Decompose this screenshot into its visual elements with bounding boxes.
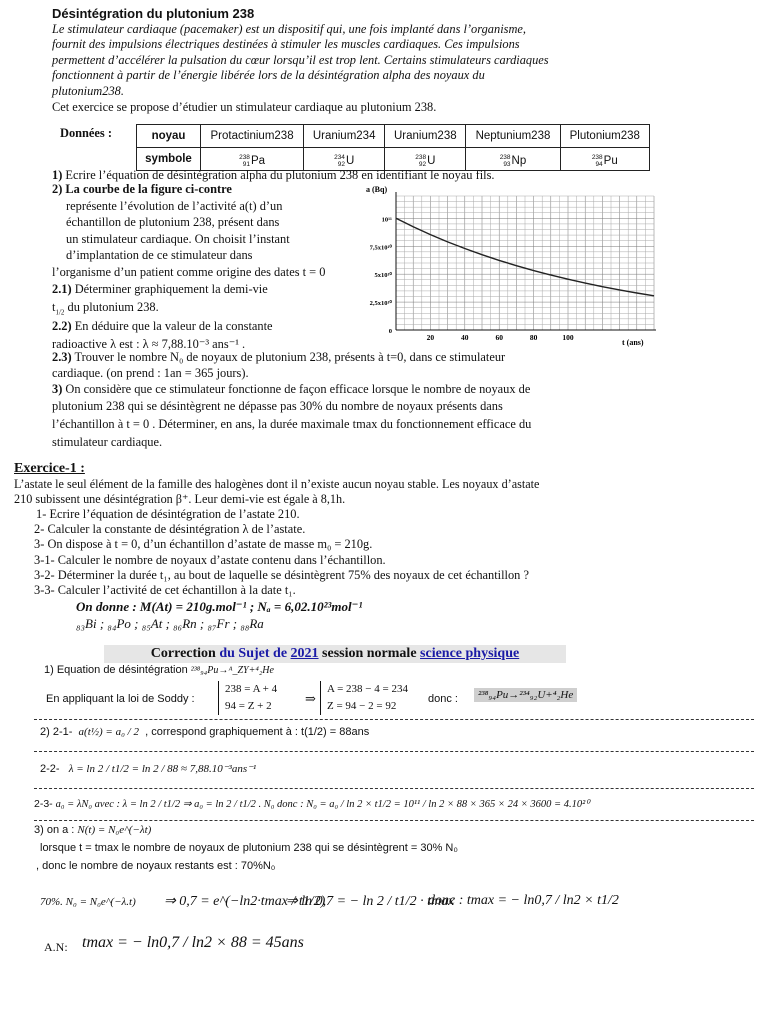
corr-3d-d: donc : tmax = − ln0,7 / ln2 × t1/2 bbox=[428, 893, 619, 908]
exercise-1: Exercice-1 : L’astate le seul élément de la famille des halogènes dont il n’existe aucun noyau stable. Les noyaux d’astate 210 subissent une désintégration β⁺. Leur demi-vie est égale à 8,1h. bbox=[14, 461, 754, 508]
question-2: 2) La courbe de la figure ci-contre représente l’évolution de l’activité a(t) d’un échantillon de plutonium 238, présent dans un stimulateur cardiaque. On choisit l’instant d’implantation de ce stimulateur dans l’organisme d’un patient comme origine des dates t = 0 2.1) Déterminer graphiquement la demi-vie $t_{1/2}$ du plutonium 238. 2.2) En déduire que la valeur de la constante radioactive λ est : λ ≈ 7,88.10⁻³ ans⁻¹ . bbox=[52, 182, 362, 353]
table-header-symbole: symbole bbox=[137, 148, 201, 171]
x-tick-label: 40 bbox=[461, 333, 469, 342]
table-cell: 238 93 Np bbox=[466, 148, 560, 171]
table-cell: Neptunium238 bbox=[466, 125, 560, 148]
final-equation: ²³⁸₉₄Pu→²³⁴₉₂U+⁴₂He bbox=[474, 688, 577, 702]
q2-line: radioactive λ est : λ ≈ 7,88.10⁻³ ans⁻¹ . bbox=[52, 337, 246, 352]
exercise-1-title: Exercice-1 : bbox=[14, 461, 85, 476]
table-cell: Uranium234 bbox=[304, 125, 385, 148]
soddy-label: En appliquant la loi de Soddy : bbox=[46, 693, 195, 705]
q2-line: 2) La courbe de la figure ci-contre bbox=[52, 182, 232, 196]
x-tick-label: 100 bbox=[562, 333, 574, 342]
correction-banner: Correction du Sujet de 2021 session normale science physique bbox=[104, 645, 566, 663]
q2-line: un stimulateur cardiaque. On choisit l’instant bbox=[66, 231, 290, 246]
table-header-noyau: noyau bbox=[137, 125, 201, 148]
q2-line: échantillon de plutonium 238, présent dans bbox=[66, 215, 280, 230]
q2-line: l’organisme d’un patient comme origine des dates t = 0 bbox=[52, 264, 326, 279]
donnees-label: Données : bbox=[60, 126, 112, 140]
question-1: 1) Ecrire l’équation de désintégration alpha du plutonium 238 en identifiant le noyau fils. bbox=[52, 168, 495, 182]
activity-chart bbox=[360, 182, 660, 350]
divider bbox=[34, 820, 754, 821]
intro-line: fournit des impulsions électriques destinées à stimuler les muscles cardiaques. Ces impulsions bbox=[52, 37, 520, 52]
x-tick-labels bbox=[427, 333, 574, 342]
corr-3d-a: 70%. N₀ = N₀e^(−λ.t) bbox=[40, 896, 136, 908]
divider bbox=[34, 751, 754, 752]
corr-3c: , donc le nombre de noyaux restants est : 70%N₀ bbox=[36, 860, 276, 872]
given-constants: On donne : M(At) = 210g.mol⁻¹ ; Nₐ = 6,02.10²³mol⁻¹ bbox=[76, 599, 363, 615]
table-cell: 238 92 U bbox=[385, 148, 466, 171]
exercise-plutonium bbox=[52, 6, 752, 115]
divider bbox=[34, 788, 754, 789]
y-tick-labels bbox=[370, 216, 393, 335]
y-tick-label: 2,5x10¹⁰ bbox=[369, 300, 392, 308]
corr-2-1: 2) 2-1- a(t½) = a₀ / 2 , correspond graphiquement à : t(1/2) = 88ans bbox=[40, 726, 370, 738]
x-axis-label: t (ans) bbox=[622, 338, 644, 347]
x-tick-label: 20 bbox=[426, 333, 435, 342]
table-row bbox=[137, 125, 650, 148]
an-label: A.N: bbox=[44, 940, 68, 954]
y-tick-label: 7,5x10¹⁰ bbox=[369, 244, 392, 252]
table-cell: 238 94 Pu bbox=[560, 148, 649, 171]
q2-line: représente l’évolution de l’activité a(t) d’un bbox=[66, 198, 283, 213]
element-list: ₈₃Bi ; ₈₄Po ; ₈₅At ; ₈₆Rn ; ₈₇Fr ; ₈₈Ra bbox=[76, 616, 264, 632]
y-tick-label: 5x10¹⁰ bbox=[374, 272, 392, 280]
table-cell: 234 92 U bbox=[304, 148, 385, 171]
nuclide-table bbox=[136, 124, 650, 171]
y-axis-label: a (Bq) bbox=[366, 185, 388, 194]
y-tick-label: 0 bbox=[388, 328, 392, 335]
corr-3: 3) on a : N(t) = N₀e^(−λt) bbox=[34, 824, 152, 836]
corr-1-label: 1) Equation de désintégration ²³⁸₉₄Pu→ᴬ_ZY+⁴₂He bbox=[44, 664, 274, 676]
intro-line: Le stimulateur cardiaque (pacemaker) est un dispositif qui, une fois implanté dans l’organisme, bbox=[52, 21, 527, 36]
corr-3b: lorsque t = tmax le nombre de noyaux de plutonium 238 qui se désintègrent = 30% N₀ bbox=[40, 842, 458, 854]
corr-3d-c: ⇒ ln 0,7 = − ln 2 / t1/2 · tmax bbox=[286, 894, 455, 909]
corr-2-3: 2-3- a₀ = λN₀ avec : λ = ln 2 / t1/2 ⇒ a₀ = ln 2 / t1/2 . N₀ donc : N₀ = a₀ / ln 2 × t1/2 = 10¹¹ / ln 2 × 88 × 365 × 24 × 3600 = 4.10²⁰ bbox=[34, 798, 590, 810]
table-cell: Plutonium238 bbox=[560, 125, 649, 148]
corr-3d-b: ⇒ 0,7 = e^(−ln2·tmax / t1/2) bbox=[164, 894, 326, 909]
x-tick-label: 60 bbox=[495, 333, 503, 342]
question-2-3: 2.3) Trouver le nombre N₀ de noyaux de plutonium 238, présents à t=0, dans ce stimulateur cardiaque. (on prend : 1an = 365 jours). 3) On considère que ce stimulateur fonctionne de façon efficace lorsque le nombre de noyaux de plutonium 238 qui se désintègrent ne dépasse pas 30% du nombre de noyaux présents dans l’échantillon à t = 0 . Déterminer, en ans, la durée maximale tmax du fonctionnement efficace du stimulateur cardiaque. bbox=[52, 350, 532, 450]
corr-2-2: 2-2- λ = ln 2 / t1/2 = ln 2 / 88 ≈ 7,88.10⁻³ans⁻¹ bbox=[40, 763, 257, 775]
y-tick-label: 10¹¹ bbox=[381, 216, 392, 224]
q2-line: d’implantation de ce stimulateur dans bbox=[66, 248, 253, 263]
table-cell: Uranium238 bbox=[385, 125, 466, 148]
x-tick-label: 80 bbox=[529, 333, 538, 342]
table-cell: 238 91 Pa bbox=[201, 148, 304, 171]
an-equation: tmax = − ln0,7 / ln2 × 88 = 45ans bbox=[82, 934, 304, 951]
intro-line: plutonium238. bbox=[52, 83, 124, 98]
exercise-title: Désintégration du plutonium 238 bbox=[52, 6, 255, 21]
divider bbox=[34, 719, 754, 720]
intro-line: permettent d’accélérer la pulsation du cœur lorsqu’il est trop lent. Certains stimulateurs cardiaques bbox=[52, 52, 549, 67]
donc-label: donc : bbox=[428, 693, 458, 705]
soddy-result: A = 238 − 4 = 234 Z = 94 − 2 = 92 bbox=[320, 681, 408, 715]
table-cell: Protactinium238 bbox=[201, 125, 304, 148]
aim-line: Cet exercice se propose d’étudier un stimulateur cardiaque au plutonium 238. bbox=[52, 99, 437, 114]
exercise-1-items: 1- Ecrire l’équation de désintégration de l’astate 210. 2- Calculer la constante de désintégration λ de l’astate. 3- On dispose à t = 0, d’un échantillon d’astate de masse m₀ = 210g. 3-1- Calculer le nombre de noyaux d’astate contenu dans l’échantillon. 3-2- Déterminer la durée t₁, au bout de laquelle se désintègrent 75% des noyaux de cet échantillon ? 3-3- Calculer l’activité de cet échantillon à la date t₁. On donne : M(At) = 210g.mol⁻¹ ; Nₐ = 6,02.10²³mol⁻¹ ₈₃Bi ; ₈₄Po ; ₈₅At ; ₈₆Rn ; ₈₇Fr ; ₈₈Ra bbox=[34, 507, 754, 633]
intro-line: fonctionnent à partir de l’énergie libérée lors de la désintégration alpha des noyaux du bbox=[52, 68, 485, 83]
implies-arrow: ⇒ bbox=[305, 691, 316, 706]
soddy-system: 238 = A + 4 94 = Z + 2 bbox=[218, 681, 277, 715]
chart-grid bbox=[396, 196, 654, 330]
